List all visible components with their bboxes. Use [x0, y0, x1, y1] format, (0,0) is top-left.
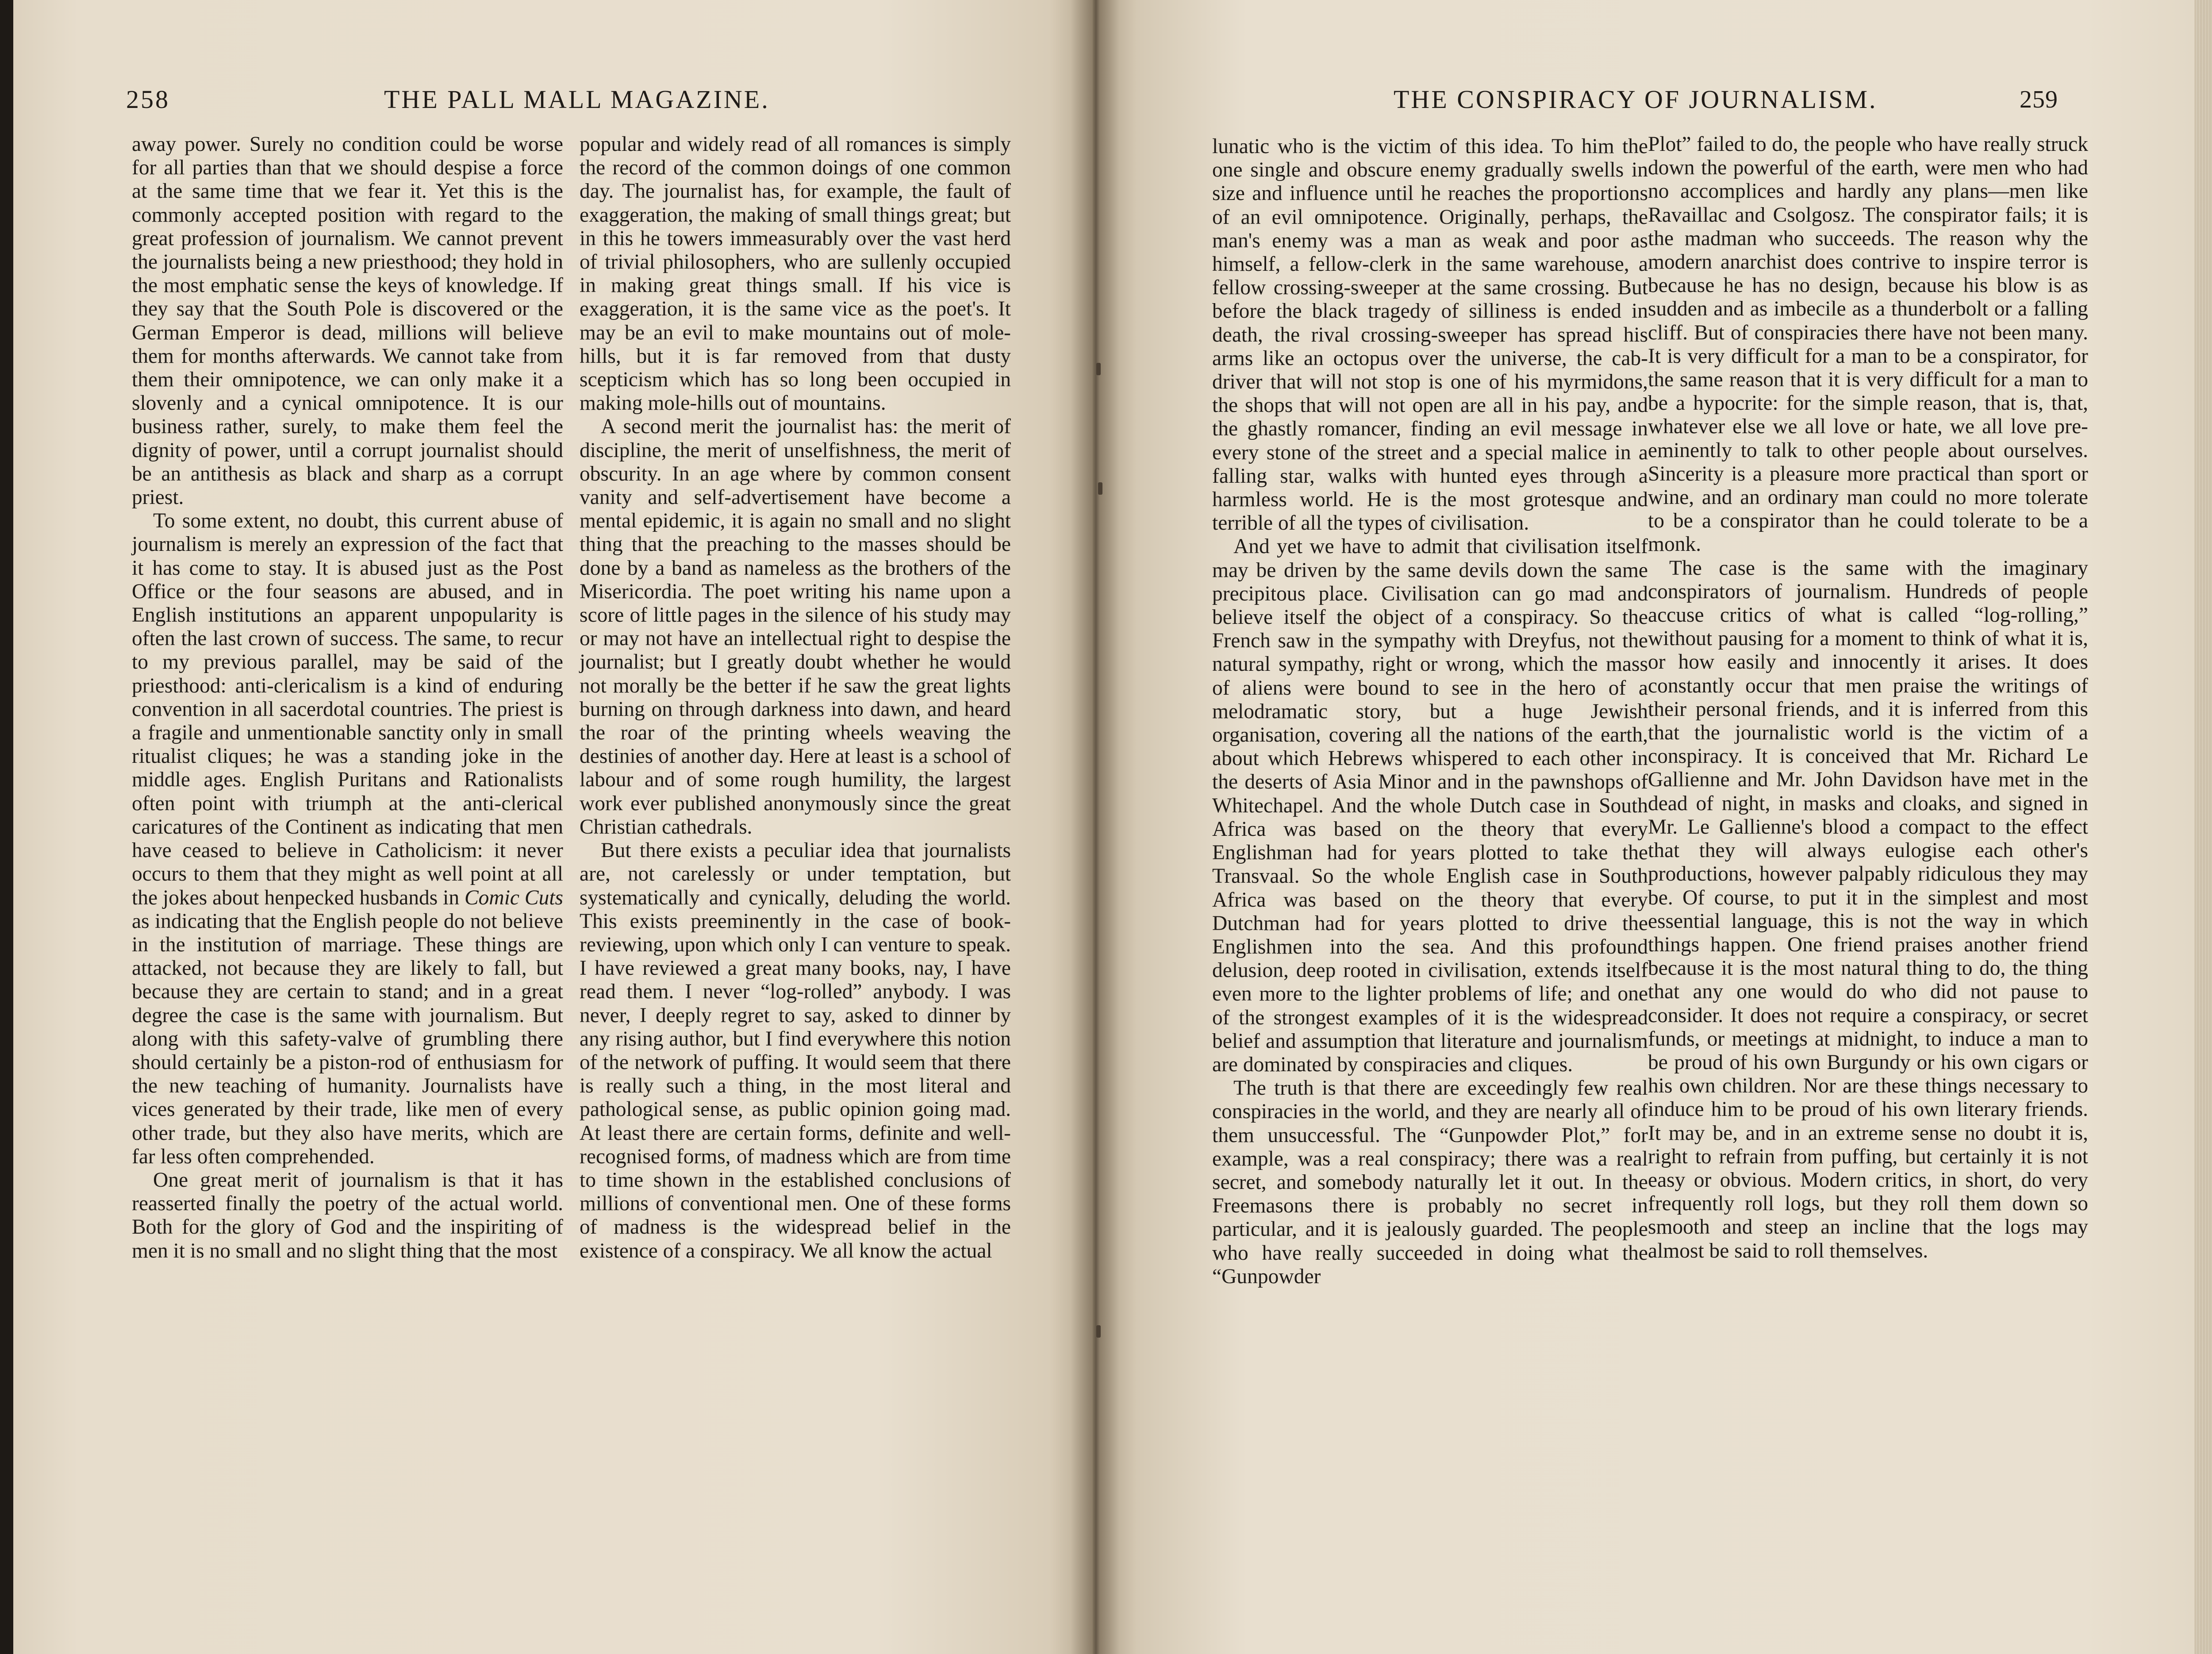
left-column-1 [132, 133, 563, 1263]
paragraph: away power. Surely no condition could be worse for all parties than that we should despise a force at the same time that we fear it. Yet this is the commonly accepted position with regard to the great profession of journalism. We cannot prevent the journalists being a new priesthood; they hold in the most emphatic sense the keys of knowledge. If they say that the South Pole is discovered or the German Emperor is dead, millions will believe them for months afterwards. We cannot take from them their omnipotence, we can only make it a slovenly and a cynical omnipotence. It is our business rather, surely, to make them feel the dignity of power, until a corrupt journalist should be an antithesis as black and sharp as a corrupt priest. [132, 133, 563, 509]
right-running-head: THE CONSPIRACY OF JOURNALISM. [1394, 85, 1878, 114]
paragraph: lunatic who is the victim of this idea. To him the one single and obscure enemy gradually swells in size and influence until he reaches the proportions of an evil omnipotence. Originally, perhaps, the man's enemy was a man as weak and poor as himself, a fellow-clerk in the same warehouse, a fellow crossing-sweeper at the same crossing. But before the black tragedy of silliness is ended in death, the rival crossing-sweeper has spread his arms like an octopus over the universe, the cab-driver that will not stop is one of his myrmidons, the shops that will not open are all in his pay, and the ghastly romancer, finding an evil message in every stone of the street and a special malice in a falling star, walks with hunted eyes through a harmless world. He is the most grotesque and terrible of all the types of civilisation. [1212, 135, 1648, 535]
left-column-2 [580, 133, 1011, 1263]
text-run: as indicating that the English people do not believe in the institution of marriage. These things are attacked, not because they are likely to fall, but because they are certain to stand; and in a great degree the case is the same with journalism. But along with this safety-valve of grumbling there should certainly be a piston-rod of enthusiasm for the new teaching of humanity. Journalists have vices generated by their trade, like men of every other trade, but they also have merits, which are far less often comprehended. [132, 909, 563, 1168]
left-running-head: THE PALL MALL MAGAZINE. [384, 85, 770, 114]
italic-title: Comic Cuts [464, 886, 563, 909]
right-page [1093, 0, 2194, 1654]
left-page [13, 0, 1093, 1654]
paragraph: popular and widely read of all romances is simply the record of the common doings of one common day. The journalist has, for example, the fault of exaggeration, the making of small things great; but in this he towers immeasurably over the vast herd of trivial philosophers, who are sullenly occupied in making great things small. If his vice is exaggeration, it is the same vice as the poet's. It may be an evil to make mountains out of mole-hills, but it is far removed from that dusty scepticism which has so long been occupied in making mole-hills out of mountains. [580, 133, 1011, 415]
paragraph: One great merit of journalism is that it has reasserted finally the poetry of the actual world. Both for the glory of God and the inspiriting of men it is no small and no slight thing that the most [132, 1168, 563, 1262]
text-run: To some extent, no doubt, this current abuse of journalism is merely an expression of the fact that it has come to stay. It is abused just as the Post Office or the four seasons are abused, and in English institutions an apparent unpopularity is often the last crown of success. The same, to recur to my previous parallel, may be said of the priesthood: anti-clericalism is a kind of enduring convention in all sacerdotal countries. The priest is a fragile and unmentionable sanctity only in small ritualist cliques; he was a standing joke in the middle ages. English Puritans and Rationalists often point with triumph at the anti-clerical caricatures of the Continent as indicating that men have ceased to believe in Catholicism: it never occurs to them that they might as well point at all the jokes about henpecked husbands in [132, 509, 563, 909]
right-column-1 [1212, 135, 1648, 1289]
paragraph: The case is the same with the imaginary conspirators of journalism. Hundreds of people accuse critics of what is called “log-rolling,” without pausing for a moment to think of what it is, or how easily and innocently it arises. It does constantly occur that men praise the writings of their personal friends, and it is inferred from this that the journalistic world is the victim of a conspiracy. It is conceived that Mr. Richard Le Gallienne and Mr. John Davidson have met in the dead of night, in masks and cloaks, and signed in Mr. Le Gallienne's blood a compact to the effect that they will always eulogise each other's productions, however palpably ridiculous they may be. Of course, to put it in the simplest and most essential language, this is not the way in which things happen. One friend praises another friend because it is the most natural thing to do, the thing that any one would do who did not pause to consider. It does not require a conspiracy, or secret funds, or meetings at midnight, to induce a man to be proud of his own Burgundy or his own cigars or his own children. Nor are these things necessary to induce him to be proud of his own literary friends. It may be, and in an extreme sense no doubt it is, right to refrain from puffing, but certainly it is not easy or obvious. Modern critics, in short, do very frequently roll logs, but they roll them down so smooth and steep an incline that the logs may almost be said to roll themselves. [1648, 556, 2088, 1262]
right-column-2 [1648, 133, 2088, 1263]
paragraph: A second merit the journalist has: the merit of discipline, the merit of unselfishness, the merit of obscurity. In an age where by common consent vanity and self-advertisement have become a mental epidemic, it is again no small and no slight thing that the preaching to the masses should be done by a band as nameless as the brothers of the Misericordia. The poet writing his name upon a score of little pages in the silence of his study may or may not have an intellectual right to despise the journalist; but I greatly doubt whether he would not morally be the better if he saw the great lights burning on through darkness into dawn, and heard the roar of the printing wheels weaving the destinies of another day. Here at least is a school of labour and of some rough humility, the largest work ever published anonymously since the great Christian cathedrals. [580, 415, 1011, 839]
left-page-number: 258 [126, 85, 170, 114]
paragraph: But there exists a peculiar idea that journalists are, not carelessly or under temptation, but systematically and cynically, deluding the world. This exists preeminently in the case of book-reviewing, upon which only I can venture to speak. I have reviewed a great many books, nay, I have read them. I never “log-rolled” anybody. I was never, I deeply regret to say, asked to dinner by any rising author, but I find everywhere this notion of the network of puffing. It would seem that there is really such a thing, in the most literal and pathological sense, as public opinion going mad. At least there are certain forms, definite and well-recognised forms, of madness which are from time to time shown in the established conclusions of millions of conventional men. One of these forms of madness is the widespread belief in the existence of a conspiracy. We all know the actual [580, 839, 1011, 1262]
paragraph [132, 509, 563, 1169]
paragraph: Plot” failed to do, the people who have really struck down the powerful of the earth, were men who had no accomplices and hardly any plans—men like Ravaillac and Csolgosz. The conspirator fails; it is the madman who succeeds. The reason why the modern anarchist does contrive to inspire terror is because he has no design, because his blow is as sudden and as imbecile as a thunderbolt or a falling cliff. But of conspiracies there have not been many. It is very difficult for a man to be a conspirator, for the same reason that it is very difficult for a man to be a hypocrite: for the simple reason, that is, that, whatever else we all love or hate, we all love pre-eminently to talk to other people about ourselves. Sincerity is a pleasure more practical than sport or wine, and an ordinary man could no more tolerate to be a conspirator than he could tolerate to be a monk. [1648, 133, 2088, 556]
paragraph: And yet we have to admit that civilisation itself may be driven by the same devils down the same precipitous place. Civilisation can go mad and believe itself the object of a conspiracy. So the French saw in the sympathy with Dreyfus, not the natural sympathy, right or wrong, which the mass of aliens were bound to see in the hero of a melodramatic story, but a huge Jewish organisation, covering all the nations of the earth, about which Hebrews whispered to each other in the deserts of Asia Minor and in the pawnshops of Whitechapel. And the whole Dutch case in South Africa was based on the theory that every Englishman had for years plotted to take the Transvaal. So the whole English case in South Africa was based on the theory that every Dutchman had for years plotted to drive the Englishmen into the sea. And this profound delusion, deep rooted in civilisation, extends itself even more to the lighter problems of life; and one of the strongest examples of it is the widespread belief and assumption that literature and journalism are dominated by conspiracies and cliques. [1212, 535, 1648, 1076]
binding-mark [1096, 1325, 1101, 1338]
right-page-number: 259 [2020, 86, 2058, 113]
book-gutter [1071, 0, 1119, 1654]
binding-mark [1098, 482, 1102, 495]
binding-mark [1096, 363, 1101, 375]
page-edges [2194, 0, 2212, 1654]
paragraph: The truth is that there are exceedingly few real conspiracies in the world, and they are nearly all of them unsuccessful. The “Gunpowder Plot,” for example, was a real conspiracy; there was a real secret, and somebody naturally let it out. In the Freemasons there is probably no secret in particular, and it is jealously guarded. The people who have really succeeded in doing what the “Gunpowder [1212, 1077, 1648, 1288]
